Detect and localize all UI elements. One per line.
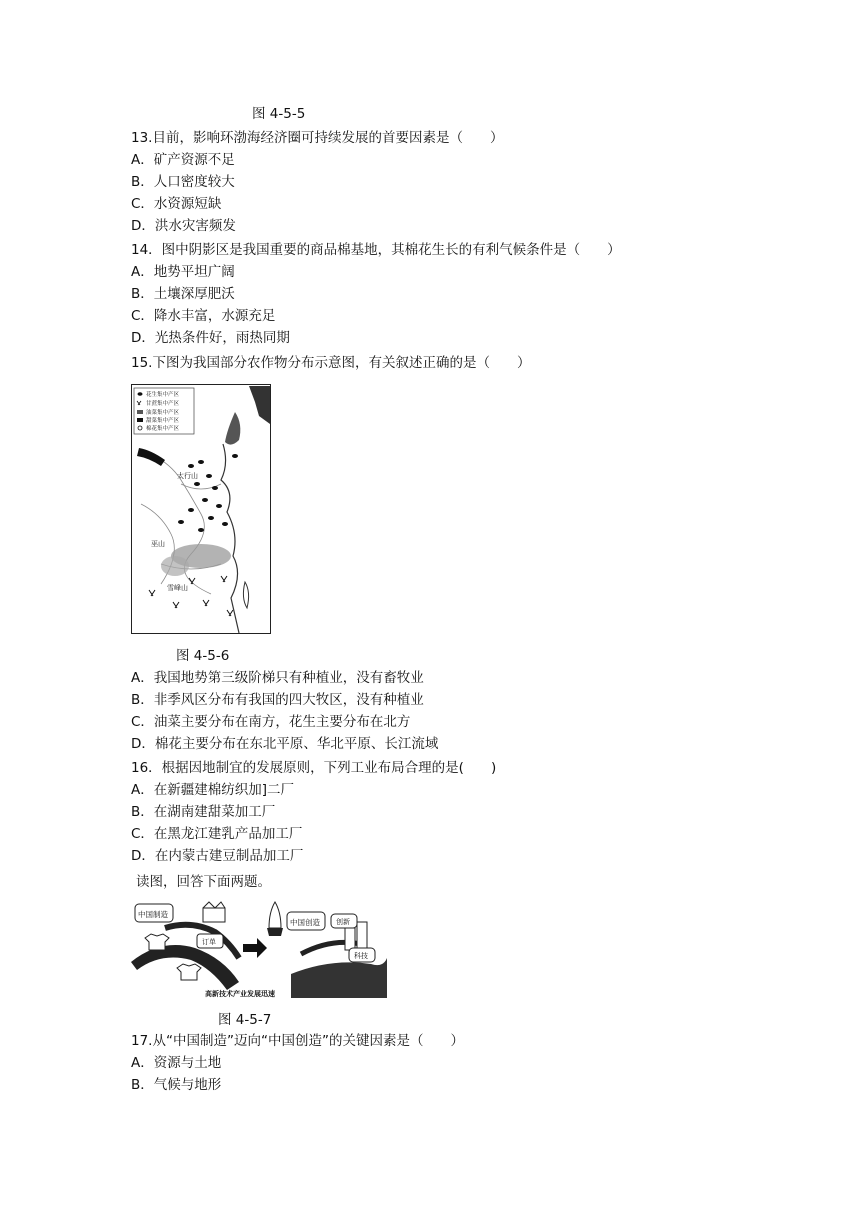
manufacturing-cartoon	[131, 898, 387, 1002]
cartoon-label-created-in-china: 中国创造	[290, 918, 320, 927]
map-label-taihang: 太行山	[177, 472, 198, 480]
question-15-option-d: D．棉花主要分布在东北平原、华北平原、长江流域	[131, 736, 439, 752]
question-13-option-b: B．人口密度较大	[131, 174, 235, 190]
question-14-option-c: C．降水丰富，水源充足	[131, 308, 276, 324]
map-legend-peanut: 花生集中产区	[146, 392, 180, 398]
figure-caption-4-5-5: 图 4-5-5	[252, 106, 306, 122]
question-16-option-a: A．在新疆建棉纺织加]二厂	[131, 782, 295, 798]
map-legend-cotton: 棉花集中产区	[146, 426, 180, 432]
question-16-stem: 16．根据因地制宜的发展原则，下列工业布局合理的是( )	[131, 760, 497, 776]
question-16-option-b: B．在湖南建甜菜加工厂	[131, 804, 276, 820]
question-16-option-d: D．在内蒙古建豆制品加工厂	[131, 848, 304, 864]
question-15-option-a: A．我国地势第三级阶梯只有种植业，没有畜牧业	[131, 670, 424, 686]
map-legend-rapeseed: 油菜集中产区	[146, 410, 180, 416]
question-17-option-b: B．气候与地形	[131, 1077, 222, 1093]
question-13-option-d: D．洪水灾害频发	[131, 218, 236, 234]
cartoon-bottom-caption: 高新技术产业发展迅速	[205, 990, 275, 998]
map-legend-beet: 甜菜集中产区	[146, 418, 180, 424]
question-15-option-b: B．非季风区分布有我国的四大牧区，没有种植业	[131, 692, 424, 708]
question-16-option-c: C．在黑龙江建乳产品加工厂	[131, 826, 303, 842]
figure-caption-4-5-6: 图 4-5-6	[176, 648, 230, 664]
reading-prompt: 读图，回答下面两题。	[136, 874, 271, 890]
question-13-stem: 13.目前，影响环渤海经济圈可持续发展的首要因素是（ ）	[131, 130, 504, 146]
crop-distribution-map	[131, 384, 271, 634]
cartoon-label-technology: 科技	[354, 952, 368, 960]
map-label-xuefeng: 雪峰山	[167, 584, 188, 592]
cartoon-label-innovation: 创新	[336, 918, 350, 926]
question-14-option-a: A．地势平坦广阔	[131, 264, 235, 280]
question-14-option-d: D．光热条件好，雨热同期	[131, 330, 290, 346]
question-17-stem: 17.从“中国制造”迈向“中国创造”的关键因素是（ ）	[131, 1033, 464, 1049]
question-14-stem: 14．图中阴影区是我国重要的商品棉基地，其棉花生长的有利气候条件是（ ）	[131, 242, 621, 258]
question-13-option-a: A．矿产资源不足	[131, 152, 235, 168]
question-15-stem: 15.下图为我国部分农作物分布示意图，有关叙述正确的是（ ）	[131, 355, 531, 371]
figure-caption-4-5-7: 图 4-5-7	[218, 1012, 272, 1028]
question-17-option-a: A．资源与土地	[131, 1055, 222, 1071]
cartoon-label-made-in-china: 中国制造	[138, 910, 168, 919]
question-13-option-c: C．水资源短缺	[131, 196, 222, 212]
cartoon-label-order: 订单	[202, 938, 216, 946]
question-15-option-c: C．油菜主要分布在南方，花生主要分布在北方	[131, 714, 411, 730]
map-legend-sugarcane: 甘蔗集中产区	[146, 401, 180, 407]
map-label-wushan: 巫山	[151, 540, 165, 548]
question-14-option-b: B．土壤深厚肥沃	[131, 286, 235, 302]
